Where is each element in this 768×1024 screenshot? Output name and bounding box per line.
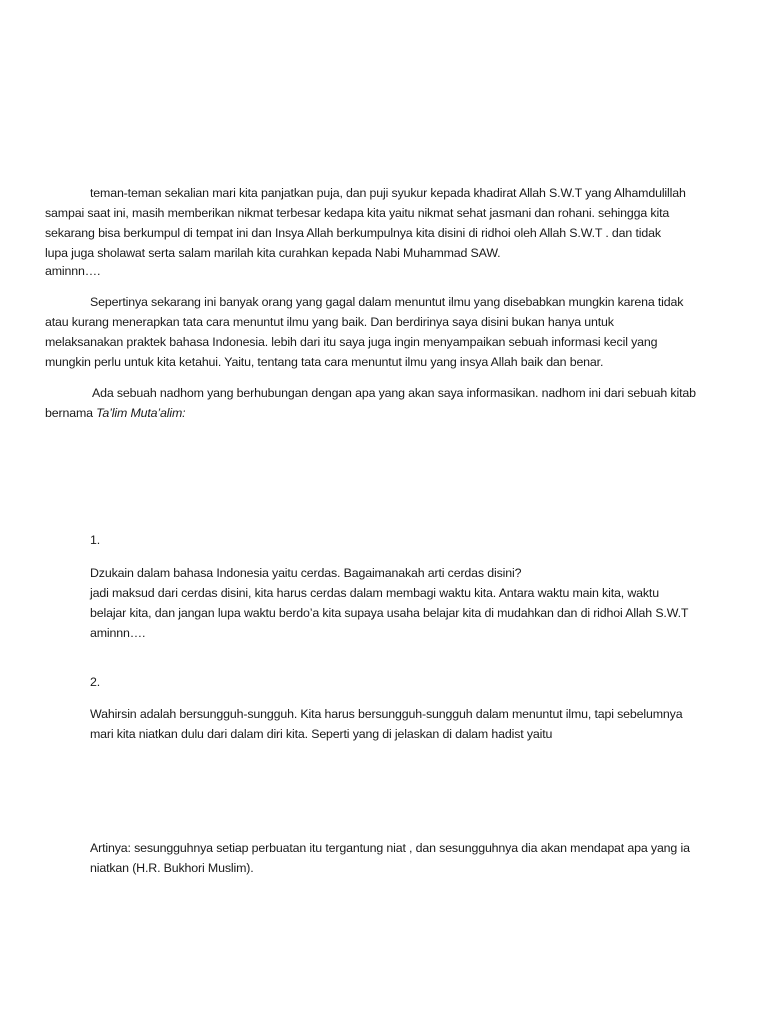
paragraph-line: melaksanakan praktek bahasa Indonesia. lebih dari itu saya juga ingin menyampaikan sebuah informasi kecil yang: [45, 335, 658, 349]
list-item: [90, 704, 740, 744]
item-number: 2.: [90, 675, 101, 689]
book-title: Ta’lim Muta’alim:: [96, 406, 186, 420]
item-line: aminnn….: [90, 626, 146, 640]
paragraph-line: sekarang bisa berkumpul di tempat ini dan Insya Allah berkumpulnya kita disini di ridhoi oleh Allah S.W.T . dan tidak: [45, 226, 661, 240]
paragraph-line: atau kurang menerapkan tata cara menuntut ilmu yang baik. Dan berdirinya saya disini bukan hanya untuk: [45, 315, 614, 329]
translation-line: niatkan (H.R. Bukhori Muslim).: [90, 861, 254, 875]
item-line: belajar kita, dan jangan lupa waktu berdo’a kita supaya usaha belajar kita di mudahkan dan di ridhoi Allah S.W.T: [90, 606, 689, 620]
item-line: jadi maksud dari cerdas disini, kita harus cerdas dalam membagi waktu kita. Antara waktu main kita, waktu: [90, 586, 659, 600]
paragraph-line: mungkin perlu untuk kita ketahui. Yaitu, tentang tata cara menuntut ilmu yang insya Allah baik dan benar.: [45, 355, 604, 369]
item-number: 1.: [90, 533, 101, 547]
paragraph-intro: [45, 292, 735, 372]
paragraph-line: Ada sebuah nadhom yang berhubungan dengan apa yang akan saya informasikan. nadhom ini dari sebuah kitab: [92, 386, 696, 400]
list-item-number: [90, 672, 740, 692]
paragraph-line: aminnn….: [45, 264, 101, 278]
item-line: mari kita niatkan dulu dari dalam diri kita. Seperti yang di jelaskan di dalam hadist yaitu: [90, 727, 553, 741]
translation-line: Artinya: sesungguhnya setiap perbuatan itu tergantung niat , dan sesungguhnya dia akan mendapat apa yang ia: [90, 841, 690, 855]
paragraph-opening: [45, 183, 735, 279]
paragraph-line: Sepertinya sekarang ini banyak orang yang gagal dalam menuntut ilmu yang disebabkan mungkin karena tidak: [90, 295, 684, 309]
paragraph-nadhom: [45, 383, 735, 423]
paragraph-line: teman-teman sekalian mari kita panjatkan puja, dan puji syukur kepada khadirat Allah S.W.T yang Alhamdulillah: [90, 186, 686, 200]
paragraph-line: lupa juga sholawat serta salam marilah kita curahkan kepada Nabi Muhammad SAW.: [45, 246, 501, 260]
paragraph-line: [45, 403, 735, 423]
text-prefix: bernama: [45, 406, 97, 420]
item-line: Dzukain dalam bahasa Indonesia yaitu cerdas. Bagaimanakah arti cerdas disini?: [90, 566, 522, 580]
item-line: Wahirsin adalah bersungguh-sungguh. Kita harus bersungguh-sungguh dalam menuntut ilmu, tapi sebelumnya: [90, 707, 683, 721]
paragraph-line: sampai saat ini, masih memberikan nikmat terbesar kedapa kita yaitu nikmat sehat jasmani dan rohani. sehingga kita: [45, 206, 670, 220]
list-item: [90, 563, 740, 643]
translation-block: [90, 838, 740, 878]
list-item-number: [90, 530, 740, 550]
